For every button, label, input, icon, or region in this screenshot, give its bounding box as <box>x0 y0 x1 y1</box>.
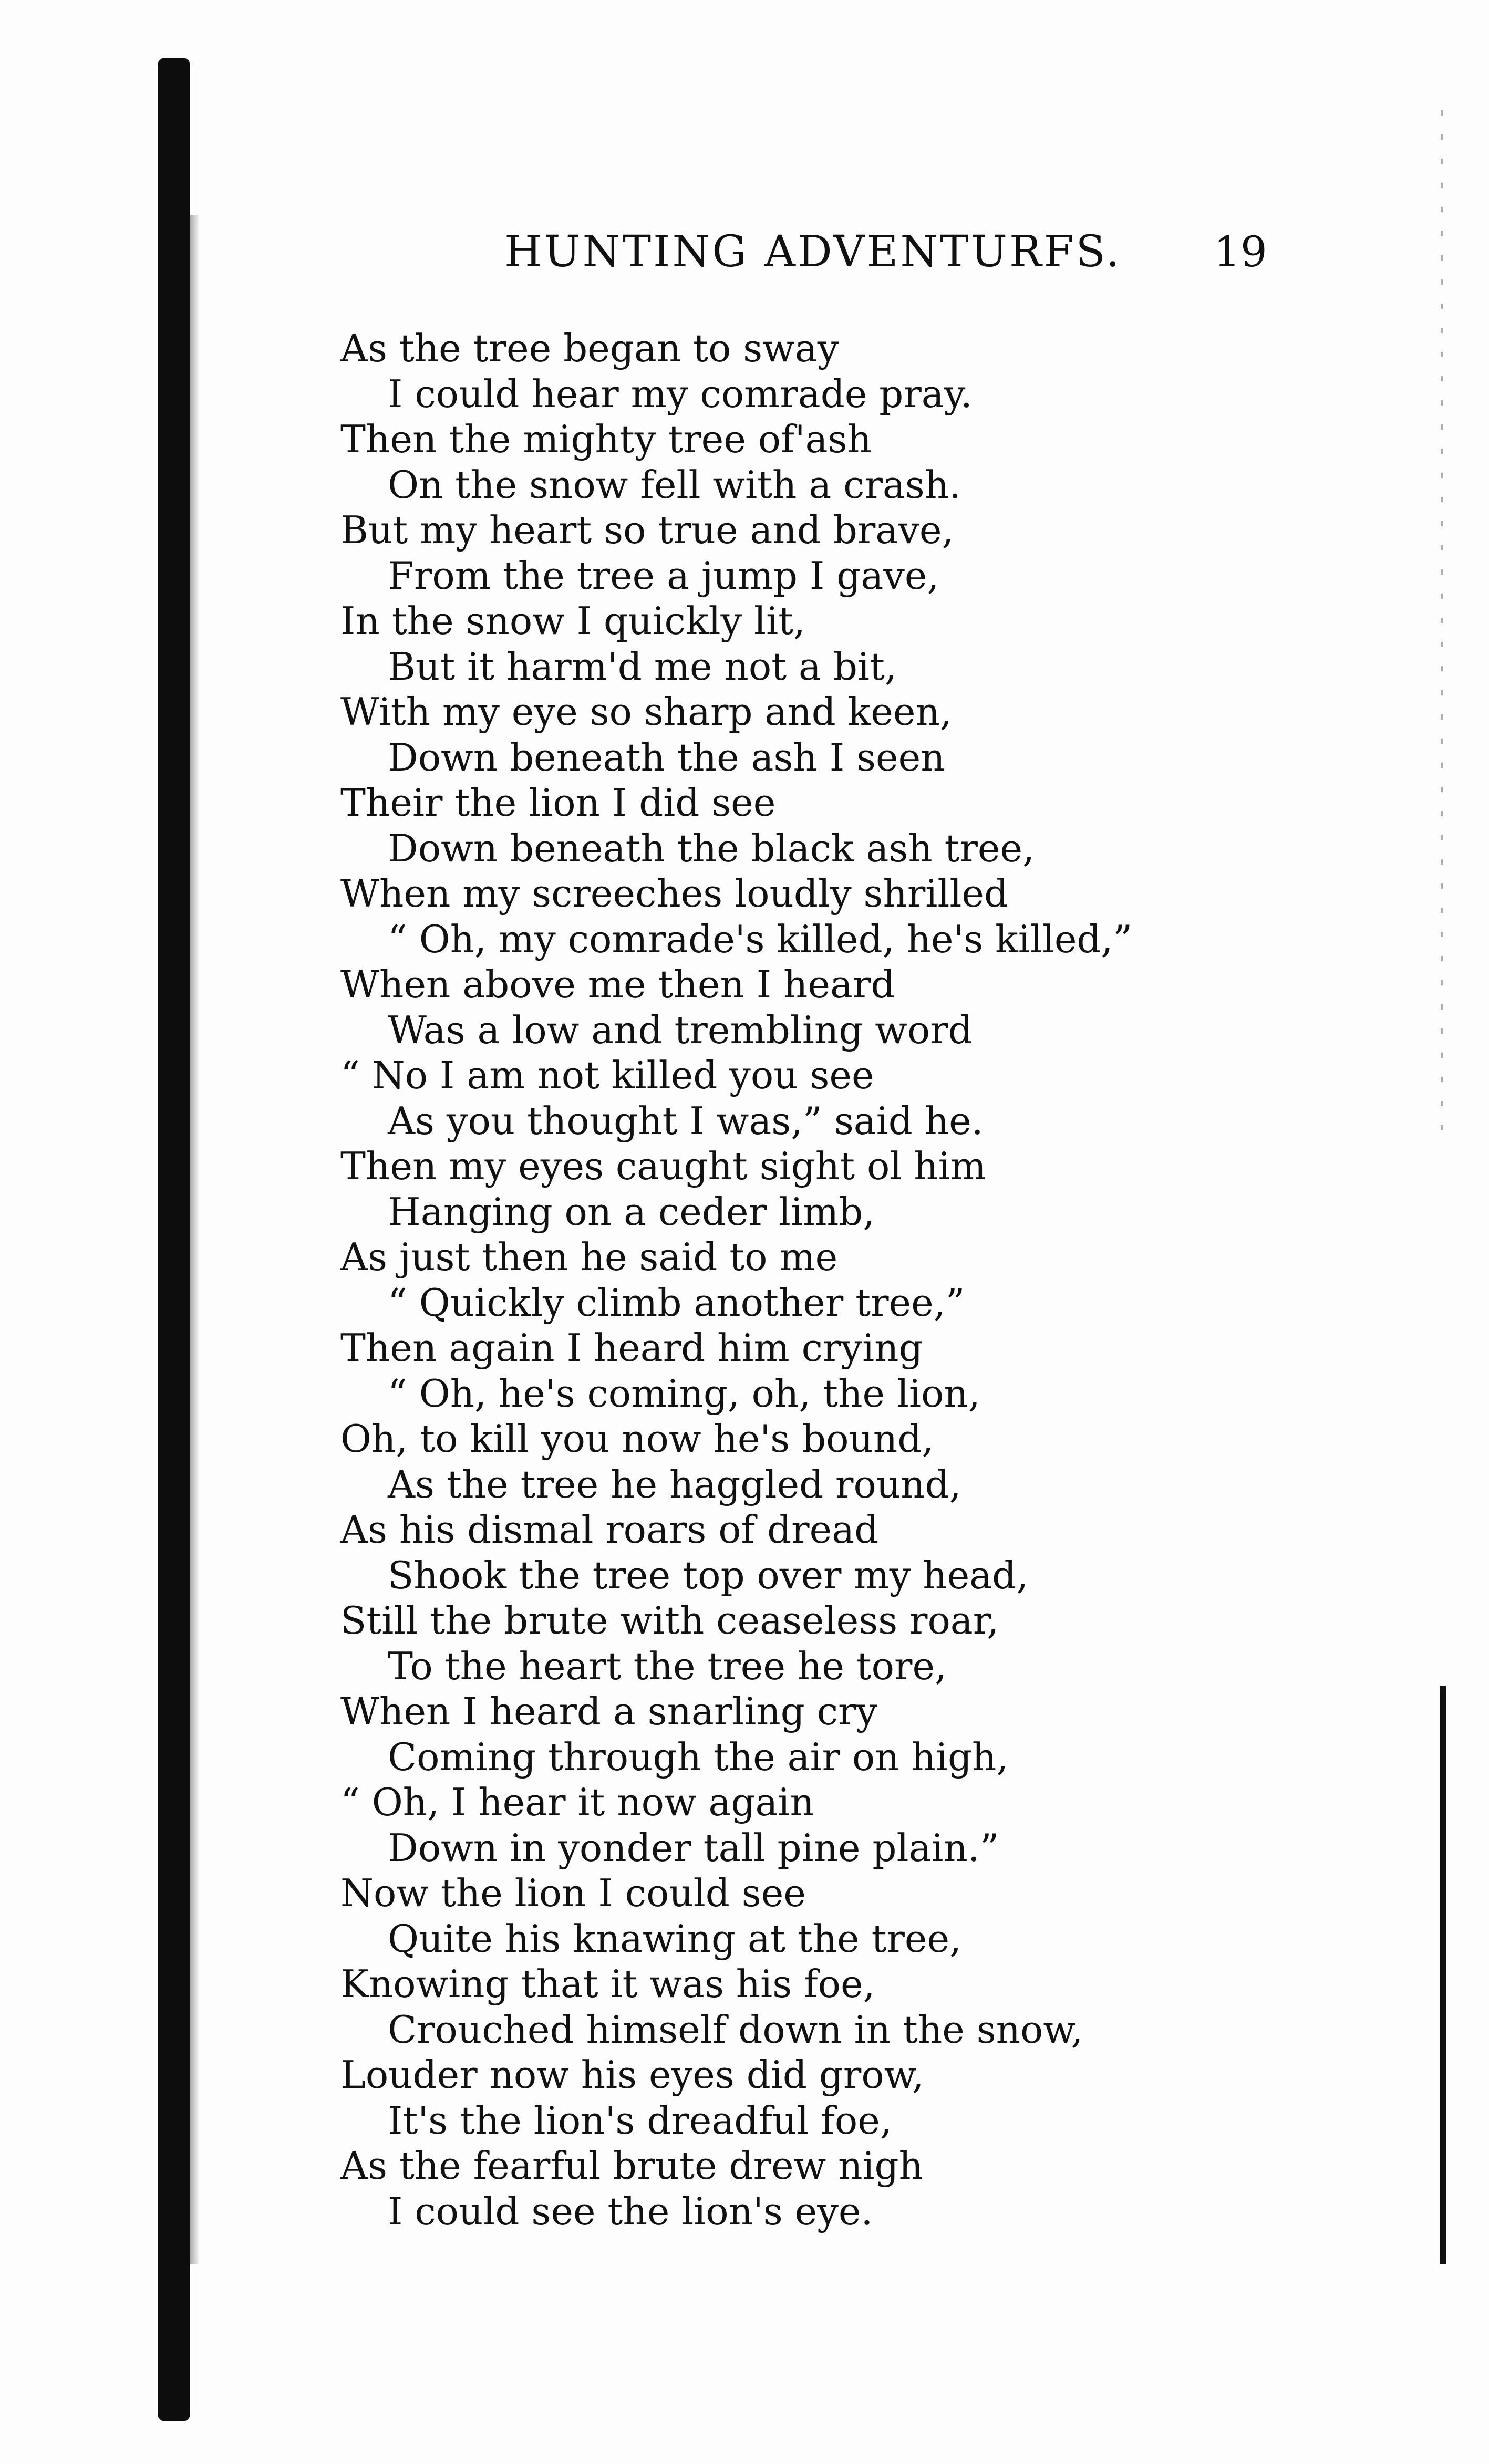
verse-line: As just then he said to me <box>340 1235 838 1279</box>
verse-line: When my screeches loudly shrilled <box>340 871 1009 916</box>
verse-line: From the tree a jump I gave, <box>388 553 939 598</box>
verse-line: Then the mighty tree of'ash <box>340 417 872 461</box>
verse-line: Knowing that it was his foe, <box>340 1962 875 2006</box>
verse-line: Shook the tree top over my head, <box>388 1553 1029 1597</box>
verse-line: When above me then I heard <box>340 962 895 1006</box>
verse-line: Hanging on a ceder limb, <box>388 1189 875 1234</box>
verse-line: On the snow fell with a crash. <box>388 462 961 507</box>
verse-line: Then my eyes caught sight ol him <box>340 1144 986 1188</box>
verse-line: With my eye so sharp and keen, <box>340 690 952 734</box>
verse-line: It's the lion's dreadful foe, <box>388 2098 892 2143</box>
running-head: HUNTING ADVENTURFS. <box>504 227 1122 277</box>
verse-line: Down beneath the ash I seen <box>388 735 945 779</box>
verse-line: When I heard a snarling cry <box>340 1689 878 1733</box>
verse-line: As you thought I was,” said he. <box>388 1098 984 1143</box>
verse-line: Now the lion I could see <box>340 1871 806 1915</box>
verse-line: To the heart the tree he tore, <box>388 1644 947 1688</box>
verse-line: Their the lion I did see <box>340 781 776 825</box>
verse-line: But it harm'd me not a bit, <box>388 644 897 689</box>
verse-line: But my heart so true and brave, <box>340 508 954 552</box>
verse-line: Crouched himself down in the snow, <box>388 2007 1083 2052</box>
verse-line: Coming through the air on high, <box>388 1734 1009 1779</box>
page-header <box>0 221 1489 284</box>
verse-line: “ Oh, I hear it now again <box>340 1780 814 1824</box>
verse-line: As the tree he haggled round, <box>388 1462 961 1506</box>
verse-line: “ Quickly climb another tree,” <box>388 1280 965 1325</box>
verse-line: Down in yonder tall pine plain.” <box>388 1825 999 1870</box>
verse-line: Was a low and trembling word <box>388 1007 973 1052</box>
verse-line: Quite his knawing at the tree, <box>388 1916 962 1961</box>
verse-line: Louder now his eyes did grow, <box>340 2053 924 2097</box>
verse-line: Down beneath the black ash tree, <box>388 826 1035 870</box>
verse-line: Still the brute with ceaseless roar, <box>340 1598 999 1642</box>
verse-line: I could see the lion's eye. <box>388 2189 873 2233</box>
binding-shadow <box>158 58 190 2421</box>
verse-line: In the snow I quickly lit, <box>340 599 805 643</box>
verse-line: As the tree began to sway <box>340 326 839 370</box>
verse-line: “ No I am not killed you see <box>340 1053 874 1097</box>
verse-line: Oh, to kill you now he's bound, <box>340 1417 934 1461</box>
poem-body <box>340 326 1339 2280</box>
margin-rule <box>1440 1686 1446 2264</box>
page-number: 19 <box>1214 227 1267 276</box>
verse-line: “ Oh, my comrade's killed, he's killed,” <box>388 917 1133 961</box>
verse-line: “ Oh, he's coming, oh, the lion, <box>388 1371 980 1416</box>
verse-line: As the fearful brute drew nigh <box>340 2144 923 2188</box>
verse-line: Then again I heard him crying <box>340 1326 923 1370</box>
verse-line: I could hear my comrade pray. <box>388 371 973 416</box>
verse-line: As his dismal roars of dread <box>340 1507 879 1552</box>
